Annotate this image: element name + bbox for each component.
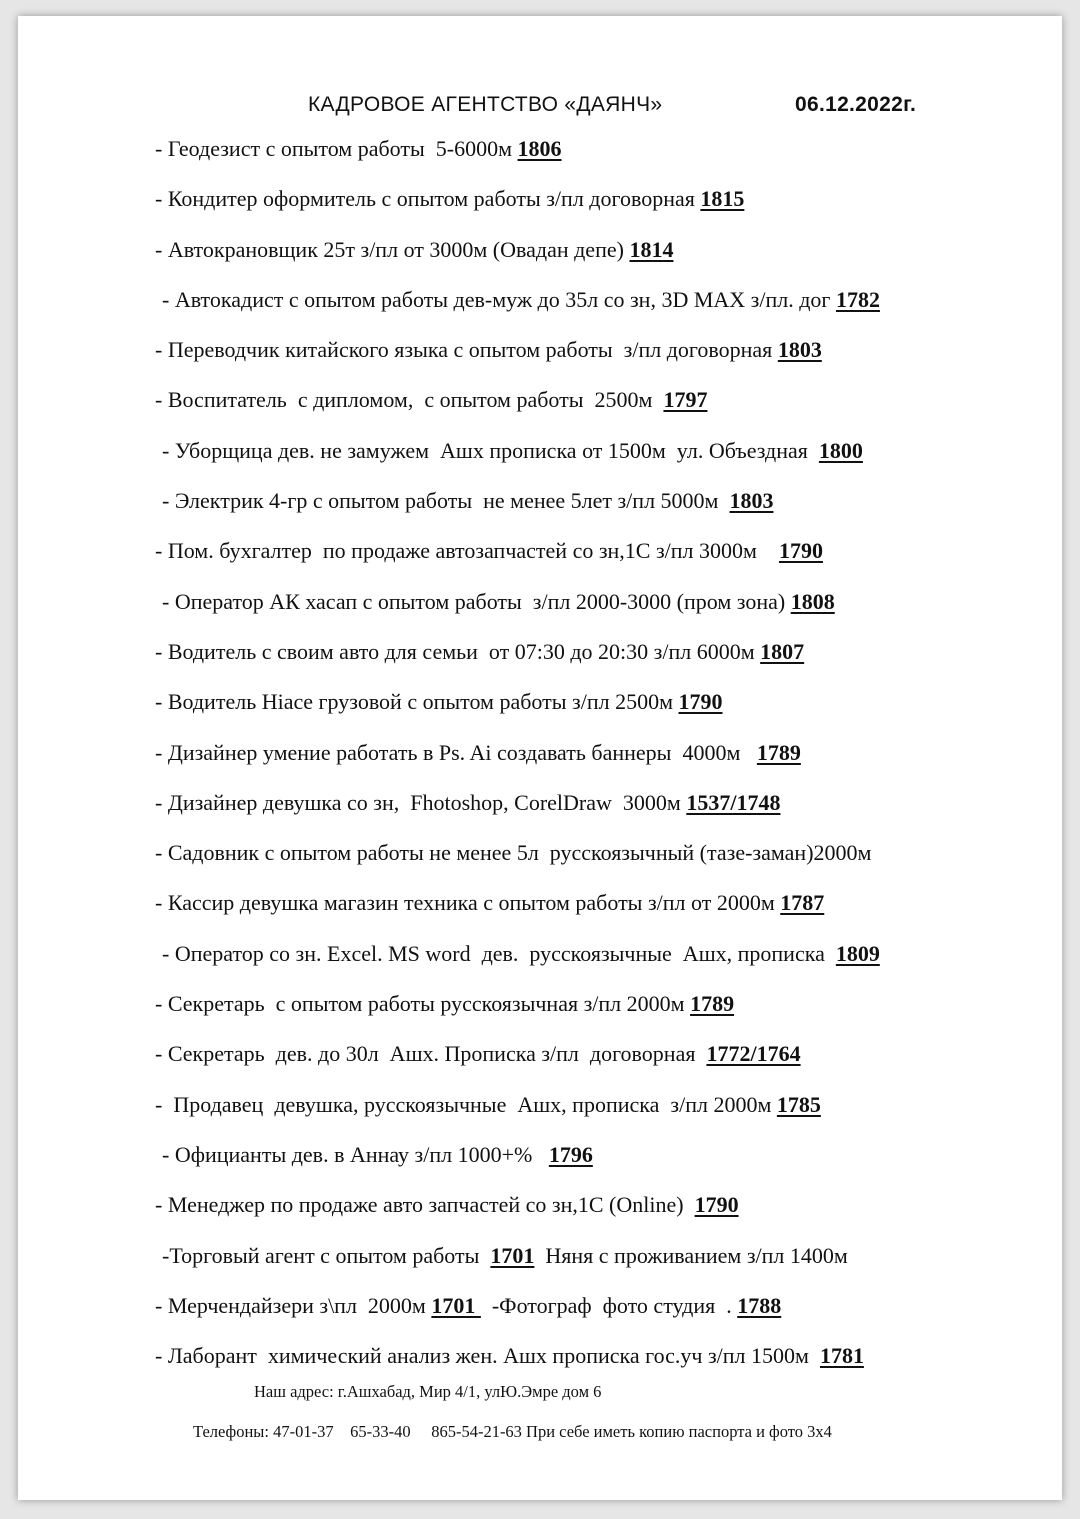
vacancy-code: 1772/1764 [706,1041,801,1067]
vacancy-item [18,225,1062,275]
vacancy-item [18,878,1062,928]
vacancy-code: 1790 [778,538,823,564]
vacancy-text: - Воспитатель с дипломом, с опытом работы 2500м [155,387,664,413]
vacancy-text: - Менеджер по продаже авто запчастей со зн,1С (Online) [155,1192,695,1218]
vacancy-item [18,577,1062,627]
vacancy-text: - Садовник с опытом работы не менее 5л русскоязычный (тазе-заман)2000м [155,840,872,866]
vacancy-code: 1815 [700,186,745,212]
vacancy-text: - Оператор АК хасап с опытом работы з/пл 2000-3000 (пром зона) [162,588,791,614]
document-header [18,93,1062,123]
vacancy-code: 1809 [835,940,880,966]
vacancy-text: - Электрик 4-гр с опытом работы не менее 5лет з/пл 5000м [162,488,730,514]
vacancy-item [18,1281,1062,1331]
vacancy-code: 1790 [678,689,723,715]
vacancy-item [18,124,1062,174]
vacancy-code: 1803 [777,337,822,363]
vacancy-item [18,677,1062,727]
vacancy-code: 1808 [790,588,835,614]
vacancy-text: - Водитель Hiace грузовой с опытом работы з/пл 2500м [155,689,679,715]
vacancy-text: - Дизайнер умение работать в Ps. Ai создавать баннеры 4000м [155,739,757,765]
vacancy-item [18,375,1062,425]
vacancy-text: -Торговый агент с опытом работы [162,1242,491,1268]
vacancy-item [18,476,1062,526]
vacancy-text: - Водитель с своим авто для семьи от 07:30 до 20:30 з/пл 6000м [155,638,761,664]
vacancy-text: - Геодезист с опытом работы 5-6000м [155,136,518,161]
vacancy-text: - Секретарь дев. до 30л Ашх. Прописка з/пл договорная [155,1041,707,1067]
vacancy-item [18,1231,1062,1281]
vacancy-text: - Официанты дев. в Аннау з/пл 1000+% [162,1141,549,1167]
vacancy-text: - Оператор со зн. Excel. MS word дев. русскоязычные Ашх, прописка [162,940,836,966]
vacancy-code: 1789 [756,739,801,765]
vacancy-text: - Уборщица дев. не замужем Ашх прописка от 1500м ул. Объездная [162,437,819,463]
vacancy-item [18,325,1062,375]
vacancy-code: 1807 [760,638,805,664]
document-date: 06.12.2022г. [795,93,917,116]
vacancy-item [18,526,1062,576]
vacancy-extra-text: -Фотограф фото студия . [480,1292,738,1318]
vacancy-code: 1806 [517,136,562,161]
vacancy-text: - Автокадист с опытом работы дев-муж до 35л со зн, 3D MAX з/пл. дог [162,286,836,312]
vacancy-text: - Пом. бухгалтер по продаже автозапчастей со зн,1С з/пл 3000м [155,538,779,564]
vacancy-item [18,929,1062,979]
vacancy-item [18,275,1062,325]
agency-title: КАДРОВОЕ АГЕНТСТВО «ДАЯНЧ» [308,93,663,116]
vacancy-code: 1782 [835,286,880,312]
agency-phones: Телефоны: 47-01-37 65-33-40 865-54-21-63 При себе иметь копию паспорта и фото 3х4 [193,1422,832,1441]
vacancy-text: - Автокрановщик 25т з/пл от 3000м (Овадан депе) [155,236,630,262]
vacancy-code: 1537/1748 [686,789,781,815]
vacancy-text: - Дизайнер девушка со зн, Fhotoshop, CorelDraw 3000м [155,789,687,815]
vacancy-text: - Переводчик китайского языка с опытом работы з/пл договорная [155,337,778,363]
vacancy-extra-text: Няня с проживанием з/пл 1400м [534,1242,848,1268]
vacancy-code: 1800 [818,437,863,463]
vacancy-item [18,1080,1062,1130]
vacancy-code: 1788 [737,1292,782,1318]
vacancy-list [18,124,1062,1381]
vacancy-item [18,1130,1062,1180]
vacancy-item [18,1180,1062,1230]
vacancy-code: 1781 [819,1343,864,1369]
vacancy-code: 1701 [490,1242,535,1268]
vacancy-text: - Лаборант химический анализ жен. Ашх прописка гос.уч з/пл 1500м [155,1343,820,1369]
vacancy-item [18,627,1062,677]
vacancy-text: - Продавец девушка, русскоязычные Ашх, прописка з/пл 2000м [155,1091,777,1117]
vacancy-code: 1803 [729,488,774,514]
vacancy-code: 1785 [776,1091,821,1117]
vacancy-code: 1790 [694,1192,739,1218]
vacancy-code: 1787 [780,890,825,916]
vacancy-item [18,1331,1062,1381]
vacancy-item [18,828,1062,878]
vacancy-item [18,979,1062,1029]
vacancy-code: 1797 [663,387,708,413]
vacancy-text: - Секретарь с опытом работы русскоязычная з/пл 2000м [155,991,691,1017]
vacancy-item [18,426,1062,476]
vacancy-code: 1814 [629,236,674,262]
vacancy-code: 1796 [548,1141,593,1167]
vacancy-item [18,1029,1062,1079]
vacancy-item [18,174,1062,224]
vacancy-code: 1701 [431,1292,481,1318]
vacancy-text: - Кассир девушка магазин техника с опытом работы з/пл от 2000м [155,890,781,916]
document-page [18,16,1062,1500]
vacancy-text: - Мерчендайзери з\пл 2000м [155,1292,432,1318]
vacancy-code: 1789 [690,991,735,1017]
vacancy-item [18,778,1062,828]
vacancy-item [18,728,1062,778]
agency-address: Наш адрес: г.Ашхабад, Мир 4/1, улЮ.Эмре дом 6 [254,1382,602,1401]
vacancy-text: - Кондитер оформитель с опытом работы з/пл договорная [155,186,701,212]
